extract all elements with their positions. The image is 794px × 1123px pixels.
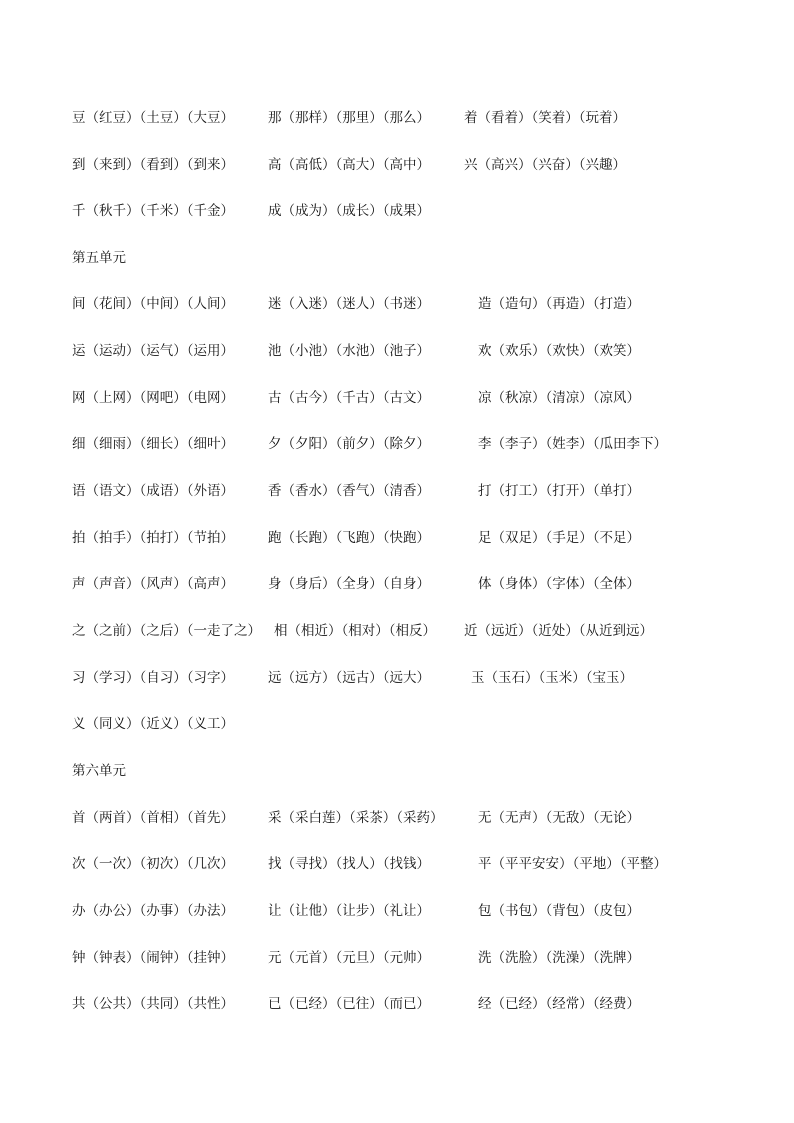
vocab-entry: 高（高低）（高大）（高中）	[268, 157, 430, 173]
vocab-entry: 已（已经）（已往）（而已）	[268, 996, 430, 1012]
vocab-entry: 细（细雨）（细长）（细叶）	[72, 436, 234, 452]
vocab-row	[0, 434, 794, 454]
vocab-entry: 到（来到）（看到）（到来）	[72, 157, 234, 173]
vocab-entry: 兴（高兴）（兴奋）（兴趣）	[464, 157, 626, 173]
vocab-row	[0, 574, 794, 594]
vocab-row	[0, 108, 794, 128]
vocab-entry: 豆（红豆）（土豆）（大豆）	[72, 110, 234, 126]
vocab-row	[0, 481, 794, 501]
vocab-row	[0, 341, 794, 361]
vocab-entry: 之（之前）（之后）（一走了之）	[72, 623, 261, 639]
vocab-entry: 夕（夕阳）（前夕）（除夕）	[268, 436, 430, 452]
vocab-row	[0, 388, 794, 408]
vocab-entry: 采（采白莲）（采茶）（采药）	[268, 810, 444, 826]
vocab-entry: 造（造句）（再造）（打造）	[478, 296, 640, 312]
vocab-entry: 体（身体）（字体）（全体）	[478, 576, 640, 592]
vocab-row	[0, 994, 794, 1014]
vocab-entry: 打（打工）（打开）（单打）	[478, 483, 640, 499]
vocab-entry: 香（香水）（香气）（清香）	[268, 483, 430, 499]
vocab-entry: 洗（洗脸）（洗澡）（洗牌）	[478, 950, 640, 966]
vocab-entry: 拍（拍手）（拍打）（节拍）	[72, 530, 234, 546]
vocab-entry: 着（看着）（笑着）（玩着）	[464, 110, 626, 126]
vocab-row	[0, 621, 794, 641]
vocab-entry: 迷（入迷）（迷人）（书迷）	[268, 296, 430, 312]
vocab-entry: 声（声音）（风声）（高声）	[72, 576, 234, 592]
vocab-row	[0, 808, 794, 828]
vocab-entry: 远（远方）（远古）（远大）	[268, 670, 430, 686]
vocab-entry: 那（那样）（那里）（那么）	[268, 110, 430, 126]
vocab-entry: 李（李子）（姓李）（瓜田李下）	[478, 436, 667, 452]
vocab-entry: 习（学习）（自习）（习字）	[72, 670, 234, 686]
vocab-row	[0, 668, 794, 688]
vocab-entry: 共（公共）（共同）（共性）	[72, 996, 234, 1012]
vocab-row	[0, 948, 794, 968]
vocab-entry: 经（已经）（经常）（经费）	[478, 996, 640, 1012]
unit6-heading: 第六单元	[72, 763, 126, 779]
vocab-entry: 钟（钟表）（闹钟）（挂钟）	[72, 950, 234, 966]
vocab-row	[0, 155, 794, 175]
vocab-entry: 池（小池）（水池）（池子）	[268, 343, 430, 359]
vocab-entry: 近（远近）（近处）（从近到远）	[464, 623, 653, 639]
vocab-entry: 网（上网）（网吧）（电网）	[72, 390, 234, 406]
vocab-entry: 元（元首）（元旦）（元帅）	[268, 950, 430, 966]
vocab-entry: 语（语文）（成语）（外语）	[72, 483, 234, 499]
vocab-row	[0, 714, 794, 734]
vocab-entry: 办（办公）（办事）（办法）	[72, 903, 234, 919]
vocab-entry: 让（让他）（让步）（礼让）	[268, 903, 430, 919]
vocab-entry: 凉（秋凉）（清凉）（凉风）	[478, 390, 640, 406]
vocab-entry: 间（花间）（中间）（人间）	[72, 296, 234, 312]
vocab-entry: 找（寻找）（找人）（找钱）	[268, 856, 430, 872]
vocab-entry: 包（书包）（背包）（皮包）	[478, 903, 640, 919]
vocab-entry: 身（身后）（全身）（自身）	[268, 576, 430, 592]
vocab-entry: 玉（玉石）（玉米）（宝玉）	[471, 670, 633, 686]
vocab-row	[0, 901, 794, 921]
vocab-entry: 千（秋千）（千米）（千金）	[72, 203, 234, 219]
vocab-entry: 古（古今）（千古）（古文）	[268, 390, 430, 406]
vocab-row	[0, 294, 794, 314]
vocab-entry: 次（一次）（初次）（几次）	[72, 856, 234, 872]
vocab-entry: 足（双足）（手足）（不足）	[478, 530, 640, 546]
vocab-row	[0, 528, 794, 548]
vocab-entry: 无（无声）（无敌）（无论）	[478, 810, 640, 826]
vocab-row	[0, 854, 794, 874]
vocab-entry: 首（两首）（首相）（首先）	[72, 810, 234, 826]
vocab-entry: 平（平平安安）（平地）（平整）	[478, 856, 667, 872]
vocab-row	[0, 201, 794, 221]
vocab-entry: 相（相近）（相对）（相反）	[274, 623, 436, 639]
vocab-entry: 欢（欢乐）（欢快）（欢笑）	[478, 343, 640, 359]
unit5-heading: 第五单元	[72, 250, 126, 266]
vocab-entry: 成（成为）（成长）（成果）	[268, 203, 430, 219]
vocab-entry: 跑（长跑）（飞跑）（快跑）	[268, 530, 430, 546]
vocab-entry: 义（同义）（近义）（义工）	[72, 716, 234, 732]
vocab-entry: 运（运动）（运气）（运用）	[72, 343, 234, 359]
